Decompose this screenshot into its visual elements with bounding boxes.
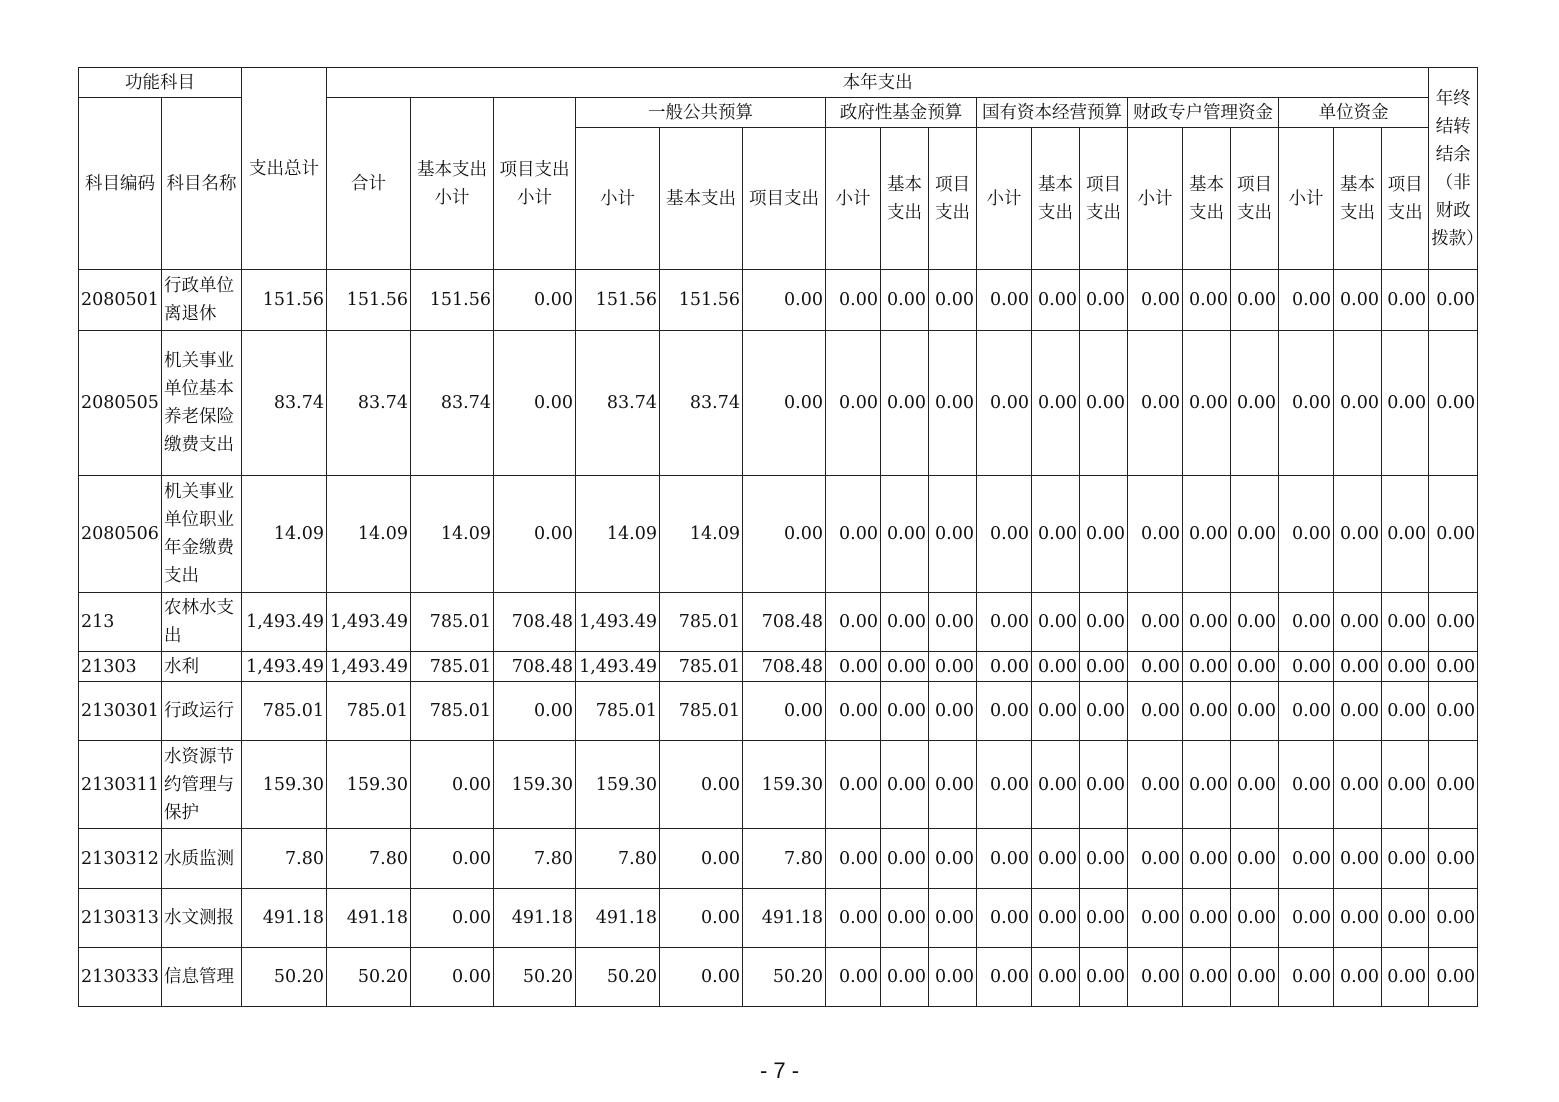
subject-name: 农林水支出 [162, 593, 242, 652]
header-special-xiaoji: 小计 [1128, 128, 1183, 270]
amount-cell: 151.56 [660, 270, 743, 331]
amount-cell: 0.00 [1382, 270, 1429, 331]
amount-cell: 785.01 [411, 593, 494, 652]
header-total: 支出总计 [242, 68, 327, 270]
amount-cell: 159.30 [327, 741, 411, 829]
amount-cell: 0.00 [1128, 476, 1183, 593]
amount-cell: 0.00 [826, 682, 881, 741]
amount-cell: 0.00 [1429, 682, 1478, 741]
amount-cell: 491.18 [494, 889, 576, 948]
budget-expenditure-table [78, 67, 1484, 1007]
amount-cell: 0.00 [1279, 829, 1334, 889]
amount-cell: 0.00 [1429, 331, 1478, 476]
amount-cell: 0.00 [977, 682, 1032, 741]
amount-cell: 708.48 [743, 652, 826, 682]
amount-cell: 0.00 [1334, 270, 1382, 331]
subject-name: 行政单位离退休 [162, 270, 242, 331]
amount-cell: 83.74 [576, 331, 660, 476]
table-row [79, 889, 1478, 948]
amount-cell: 0.00 [881, 741, 929, 829]
amount-cell: 0.00 [1183, 331, 1231, 476]
amount-cell: 0.00 [1128, 889, 1183, 948]
subject-code: 2130312 [79, 829, 162, 889]
table-row [79, 270, 1478, 331]
subject-name: 信息管理 [162, 948, 242, 1007]
amount-cell: 0.00 [1429, 948, 1478, 1007]
amount-cell: 0.00 [1382, 593, 1429, 652]
amount-cell: 0.00 [1279, 652, 1334, 682]
header-this-year: 本年支出 [327, 68, 1429, 98]
amount-cell: 0.00 [494, 331, 576, 476]
subject-code: 2130333 [79, 948, 162, 1007]
amount-cell: 1,493.49 [242, 593, 327, 652]
amount-cell: 0.00 [1231, 948, 1279, 1007]
amount-cell: 0.00 [977, 270, 1032, 331]
amount-cell: 0.00 [1334, 889, 1382, 948]
amount-cell: 0.00 [1429, 829, 1478, 889]
subject-name: 水文测报 [162, 889, 242, 948]
amount-cell: 0.00 [1080, 331, 1128, 476]
amount-cell: 0.00 [1080, 682, 1128, 741]
amount-cell: 491.18 [576, 889, 660, 948]
header-unit-basic: 基本支出 [1334, 128, 1382, 270]
header-state-capital: 国有资本经营预算 [977, 98, 1128, 128]
amount-cell: 0.00 [743, 331, 826, 476]
amount-cell: 0.00 [1128, 682, 1183, 741]
amount-cell: 0.00 [1231, 476, 1279, 593]
amount-cell: 0.00 [660, 948, 743, 1007]
amount-cell: 159.30 [494, 741, 576, 829]
header-unit-fund: 单位资金 [1279, 98, 1429, 128]
amount-cell: 0.00 [1080, 593, 1128, 652]
amount-cell: 50.20 [242, 948, 327, 1007]
amount-cell: 785.01 [411, 652, 494, 682]
amount-cell: 0.00 [660, 829, 743, 889]
amount-cell: 0.00 [929, 889, 977, 948]
amount-cell: 708.48 [494, 652, 576, 682]
amount-cell: 0.00 [929, 652, 977, 682]
amount-cell: 0.00 [881, 476, 929, 593]
amount-cell: 0.00 [411, 829, 494, 889]
table-row [79, 652, 1478, 682]
amount-cell: 50.20 [576, 948, 660, 1007]
header-general-xiaoji: 小计 [576, 128, 660, 270]
header-unit-project: 项目支出 [1382, 128, 1429, 270]
amount-cell: 0.00 [881, 948, 929, 1007]
amount-cell: 0.00 [1382, 652, 1429, 682]
amount-cell: 0.00 [1334, 652, 1382, 682]
amount-cell: 0.00 [743, 682, 826, 741]
amount-cell: 0.00 [1080, 476, 1128, 593]
amount-cell: 0.00 [929, 948, 977, 1007]
amount-cell: 0.00 [1334, 829, 1382, 889]
amount-cell: 0.00 [1231, 829, 1279, 889]
amount-cell: 0.00 [826, 331, 881, 476]
amount-cell: 0.00 [929, 593, 977, 652]
amount-cell: 0.00 [1231, 682, 1279, 741]
header-special-fund: 财政专户管理资金 [1128, 98, 1279, 128]
amount-cell: 0.00 [1231, 331, 1279, 476]
amount-cell: 0.00 [1183, 889, 1231, 948]
amount-cell: 0.00 [1334, 741, 1382, 829]
table-header [79, 68, 1484, 270]
header-gov-project: 项目支出 [929, 128, 977, 270]
header-special-project: 项目支出 [1231, 128, 1279, 270]
amount-cell: 0.00 [1231, 270, 1279, 331]
amount-cell: 0.00 [881, 829, 929, 889]
header-state-xiaoji: 小计 [977, 128, 1032, 270]
subject-name: 机关事业单位职业年金缴费支出 [162, 476, 242, 593]
amount-cell: 0.00 [977, 476, 1032, 593]
amount-cell: 0.00 [929, 829, 977, 889]
amount-cell: 151.56 [327, 270, 411, 331]
amount-cell: 0.00 [1080, 741, 1128, 829]
amount-cell: 0.00 [1183, 476, 1231, 593]
amount-cell: 0.00 [1128, 270, 1183, 331]
amount-cell: 0.00 [1080, 652, 1128, 682]
amount-cell: 0.00 [1183, 270, 1231, 331]
amount-cell: 0.00 [1032, 652, 1080, 682]
subject-code: 2130311 [79, 741, 162, 829]
table-row [79, 476, 1478, 593]
subject-name: 行政运行 [162, 682, 242, 741]
amount-cell: 785.01 [327, 682, 411, 741]
amount-cell: 7.80 [576, 829, 660, 889]
amount-cell: 0.00 [411, 741, 494, 829]
amount-cell: 0.00 [1183, 829, 1231, 889]
amount-cell: 0.00 [1128, 652, 1183, 682]
amount-cell: 0.00 [743, 270, 826, 331]
amount-cell: 14.09 [660, 476, 743, 593]
header-gov-basic: 基本支出 [881, 128, 929, 270]
amount-cell: 491.18 [327, 889, 411, 948]
amount-cell: 0.00 [929, 331, 977, 476]
amount-cell: 0.00 [1429, 741, 1478, 829]
amount-cell: 0.00 [411, 948, 494, 1007]
amount-cell: 0.00 [1032, 331, 1080, 476]
amount-cell: 0.00 [1183, 593, 1231, 652]
amount-cell: 0.00 [929, 682, 977, 741]
amount-cell: 1,493.49 [576, 593, 660, 652]
table-row [79, 682, 1478, 741]
table-body [79, 270, 1478, 1007]
amount-cell: 0.00 [1032, 270, 1080, 331]
amount-cell: 0.00 [977, 741, 1032, 829]
table-row [79, 593, 1478, 652]
amount-cell: 0.00 [1279, 593, 1334, 652]
amount-cell: 0.00 [977, 889, 1032, 948]
amount-cell: 159.30 [576, 741, 660, 829]
amount-cell: 785.01 [660, 593, 743, 652]
amount-cell: 0.00 [977, 829, 1032, 889]
amount-cell: 0.00 [881, 270, 929, 331]
amount-cell: 0.00 [1032, 889, 1080, 948]
header-gov-xiaoji: 小计 [826, 128, 881, 270]
header-special-basic: 基本支出 [1183, 128, 1231, 270]
amount-cell: 785.01 [576, 682, 660, 741]
amount-cell: 0.00 [1382, 682, 1429, 741]
header-state-project: 项目支出 [1080, 128, 1128, 270]
amount-cell: 0.00 [1279, 476, 1334, 593]
amount-cell: 0.00 [494, 270, 576, 331]
amount-cell: 50.20 [494, 948, 576, 1007]
amount-cell: 83.74 [411, 331, 494, 476]
amount-cell: 0.00 [1279, 741, 1334, 829]
subject-code: 2130313 [79, 889, 162, 948]
amount-cell: 708.48 [743, 593, 826, 652]
amount-cell: 50.20 [327, 948, 411, 1007]
amount-cell: 0.00 [826, 593, 881, 652]
amount-cell: 0.00 [1128, 593, 1183, 652]
amount-cell: 785.01 [411, 682, 494, 741]
amount-cell: 151.56 [411, 270, 494, 331]
table-row [79, 741, 1478, 829]
amount-cell: 0.00 [1429, 652, 1478, 682]
subject-code: 2080501 [79, 270, 162, 331]
header-general-basic: 基本支出 [660, 128, 743, 270]
header-state-basic: 基本支出 [1032, 128, 1080, 270]
amount-cell: 0.00 [826, 741, 881, 829]
header-general-budget: 一般公共预算 [576, 98, 826, 128]
amount-cell: 0.00 [826, 270, 881, 331]
amount-cell: 14.09 [576, 476, 660, 593]
amount-cell: 0.00 [881, 331, 929, 476]
subject-name: 水利 [162, 652, 242, 682]
amount-cell: 0.00 [929, 741, 977, 829]
amount-cell: 14.09 [411, 476, 494, 593]
subject-code: 2080505 [79, 331, 162, 476]
header-unit-xiaoji: 小计 [1279, 128, 1334, 270]
amount-cell: 0.00 [1334, 593, 1382, 652]
amount-cell: 0.00 [1382, 476, 1429, 593]
amount-cell: 0.00 [1334, 476, 1382, 593]
table-row [79, 829, 1478, 889]
amount-cell: 7.80 [743, 829, 826, 889]
amount-cell: 0.00 [826, 948, 881, 1007]
amount-cell: 1,493.49 [327, 593, 411, 652]
amount-cell: 0.00 [1080, 829, 1128, 889]
amount-cell: 785.01 [660, 652, 743, 682]
page-number: - 7 - [759, 1058, 800, 1083]
amount-cell: 7.80 [327, 829, 411, 889]
table-row [79, 948, 1478, 1007]
amount-cell: 0.00 [1128, 741, 1183, 829]
amount-cell: 0.00 [1382, 331, 1429, 476]
amount-cell: 491.18 [743, 889, 826, 948]
amount-cell: 0.00 [1382, 741, 1429, 829]
amount-cell: 0.00 [494, 476, 576, 593]
amount-cell: 14.09 [242, 476, 327, 593]
amount-cell: 0.00 [1231, 593, 1279, 652]
amount-cell: 0.00 [1382, 829, 1429, 889]
header-code: 科目编码 [79, 98, 162, 270]
subject-code: 2130301 [79, 682, 162, 741]
amount-cell: 0.00 [411, 889, 494, 948]
amount-cell: 0.00 [826, 652, 881, 682]
amount-cell: 0.00 [1183, 741, 1231, 829]
amount-cell: 0.00 [1032, 682, 1080, 741]
amount-cell: 0.00 [1231, 652, 1279, 682]
amount-cell: 0.00 [1032, 948, 1080, 1007]
header-name: 科目名称 [162, 98, 242, 270]
table-row [79, 331, 1478, 476]
amount-cell: 83.74 [660, 331, 743, 476]
amount-cell: 0.00 [1128, 331, 1183, 476]
amount-cell: 0.00 [977, 948, 1032, 1007]
amount-cell: 151.56 [242, 270, 327, 331]
amount-cell: 0.00 [1429, 889, 1478, 948]
subject-code: 2080506 [79, 476, 162, 593]
amount-cell: 1,493.49 [576, 652, 660, 682]
amount-cell: 0.00 [881, 682, 929, 741]
amount-cell: 7.80 [494, 829, 576, 889]
amount-cell: 0.00 [1080, 270, 1128, 331]
amount-cell: 50.20 [743, 948, 826, 1007]
amount-cell: 0.00 [929, 476, 977, 593]
amount-cell: 1,493.49 [242, 652, 327, 682]
amount-cell: 491.18 [242, 889, 327, 948]
amount-cell: 0.00 [1334, 948, 1382, 1007]
header-heji: 合计 [327, 98, 411, 270]
amount-cell: 0.00 [494, 682, 576, 741]
amount-cell: 0.00 [1279, 331, 1334, 476]
amount-cell: 0.00 [1032, 741, 1080, 829]
amount-cell: 0.00 [1080, 889, 1128, 948]
amount-cell: 0.00 [826, 476, 881, 593]
amount-cell: 0.00 [1183, 948, 1231, 1007]
amount-cell: 0.00 [1231, 889, 1279, 948]
amount-cell: 0.00 [1279, 889, 1334, 948]
amount-cell: 0.00 [1429, 593, 1478, 652]
amount-cell: 0.00 [977, 331, 1032, 476]
header-general-project: 项目支出 [743, 128, 826, 270]
amount-cell: 785.01 [242, 682, 327, 741]
amount-cell: 0.00 [1429, 270, 1478, 331]
amount-cell: 0.00 [881, 889, 929, 948]
amount-cell: 159.30 [242, 741, 327, 829]
amount-cell: 0.00 [1382, 948, 1429, 1007]
amount-cell: 1,493.49 [327, 652, 411, 682]
amount-cell: 0.00 [1128, 829, 1183, 889]
amount-cell: 0.00 [977, 593, 1032, 652]
amount-cell: 785.01 [660, 682, 743, 741]
subject-name: 水资源节约管理与保护 [162, 741, 242, 829]
subject-code: 213 [79, 593, 162, 652]
amount-cell: 0.00 [1382, 889, 1429, 948]
amount-cell: 0.00 [660, 889, 743, 948]
amount-cell: 0.00 [1183, 652, 1231, 682]
amount-cell: 0.00 [1032, 829, 1080, 889]
amount-cell: 0.00 [1279, 682, 1334, 741]
amount-cell: 151.56 [576, 270, 660, 331]
amount-cell: 0.00 [977, 652, 1032, 682]
amount-cell: 83.74 [242, 331, 327, 476]
header-gov-fund: 政府性基金预算 [826, 98, 977, 128]
header-func-subject: 功能科目 [79, 68, 242, 98]
amount-cell: 0.00 [1231, 741, 1279, 829]
amount-cell: 0.00 [1279, 948, 1334, 1007]
amount-cell: 0.00 [929, 270, 977, 331]
amount-cell: 0.00 [826, 829, 881, 889]
header-project-sub: 项目支出小计 [494, 98, 576, 270]
amount-cell: 0.00 [1080, 948, 1128, 1007]
amount-cell: 0.00 [1279, 270, 1334, 331]
header-basic-sub: 基本支出小计 [411, 98, 494, 270]
amount-cell: 0.00 [1128, 948, 1183, 1007]
header-year-end: 年终结转结余（非财政拨款） [1429, 68, 1478, 270]
subject-name: 机关事业单位基本养老保险缴费支出 [162, 331, 242, 476]
amount-cell: 0.00 [1334, 331, 1382, 476]
amount-cell: 0.00 [1429, 476, 1478, 593]
amount-cell: 0.00 [881, 652, 929, 682]
amount-cell: 0.00 [743, 476, 826, 593]
amount-cell: 0.00 [1032, 593, 1080, 652]
amount-cell: 0.00 [660, 741, 743, 829]
amount-cell: 0.00 [1032, 476, 1080, 593]
amount-cell: 0.00 [1183, 682, 1231, 741]
subject-code: 21303 [79, 652, 162, 682]
amount-cell: 7.80 [242, 829, 327, 889]
amount-cell: 0.00 [881, 593, 929, 652]
amount-cell: 83.74 [327, 331, 411, 476]
amount-cell: 14.09 [327, 476, 411, 593]
amount-cell: 708.48 [494, 593, 576, 652]
subject-name: 水质监测 [162, 829, 242, 889]
amount-cell: 0.00 [1334, 682, 1382, 741]
amount-cell: 0.00 [826, 889, 881, 948]
amount-cell: 159.30 [743, 741, 826, 829]
